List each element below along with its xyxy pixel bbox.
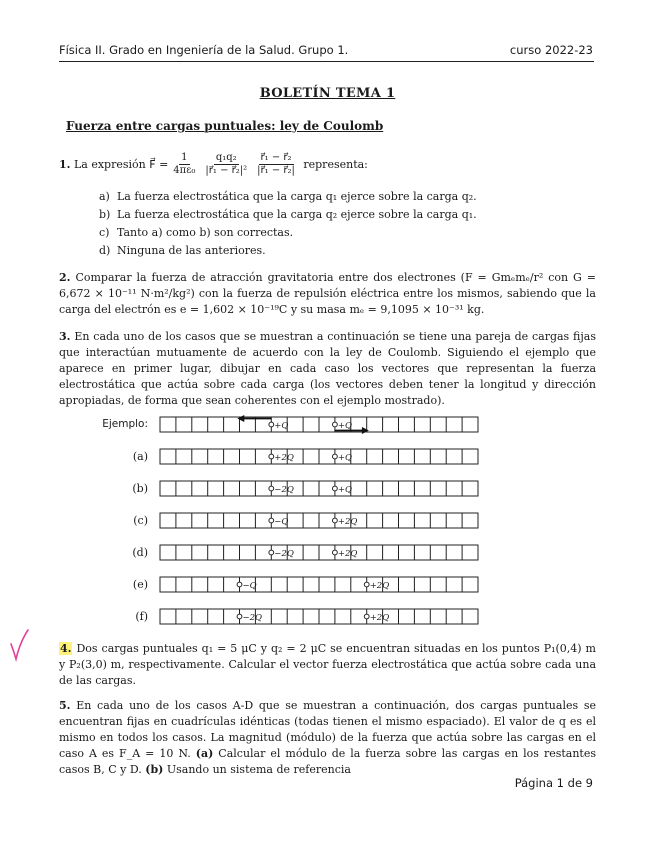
header-course-info: Física II. Grado en Ingeniería de la Salud. Grupo 1. [59,43,349,57]
page-number: Página 1 de 9 [514,776,593,790]
charge-first-label: −Q [274,516,289,527]
question-2-text: Comparar la fuerza de atracción gravitatoria entre dos electrones (F = Gmₑmₑ/r² con G = 6,672 × 10⁻¹¹ N·m²/kg²) con la fuerza de repulsión eléctrica entre los mismos, sabiendo que la carga del electrón es e = 1,602 × 10⁻¹⁹C y su masa mₑ = 9,1095 × 10⁻³¹ kg. [59,271,596,316]
question-1-intro: La expresión [73,157,146,171]
question-4-text: Dos cargas puntuales q₁ = 5 μC y q₂ = 2 μC se encuentran situadas en los puntos P₁(0,4) m y P₂(3,0) m, respectivamente. Calcular el vector fuerza electrostática que actúa sobre cada una de las cargas. [59,642,596,687]
question-5 [59,698,596,778]
charge-second-label: +Q [337,484,352,495]
fraction-1-numerator: 1 [181,152,188,163]
charge-first-label: −2Q [274,548,294,559]
option-c-text: Tanto a) como b) son correctas. [117,226,294,239]
question-2-number: 2. [59,271,71,284]
grid-row-label-f: (f) [135,610,148,623]
charge-first-marker [237,582,242,587]
fraction-3-numerator: r⃗₁ − r⃗₂ [260,152,292,163]
header-academic-year: curso 2022-23 [509,43,593,57]
charge-first-marker [269,454,274,459]
charge-first-label: −2Q [274,484,294,495]
formula-lhs: F⃗ = [149,157,169,171]
question-5-number: 5. [59,699,71,712]
force-arrow-right-head [362,427,369,434]
charge-second-label: +Q [337,452,352,463]
fraction-3-denominator: |r⃗₁ − r⃗₂| [257,165,295,176]
question-5-part-b-text: Usando un sistema de referencia [166,763,351,776]
charge-first-label: +Q [274,420,289,431]
charge-second-marker [364,614,369,619]
grid-row-label-b: (b) [132,482,148,495]
question-3-number: 3. [59,330,71,343]
option-d-label: d) [99,244,111,257]
question-4-number: 4. [60,642,72,655]
force-arrow-left-head [237,415,244,422]
charge-first-label: −2Q [242,612,262,623]
charge-second-label: +2Q [337,548,358,559]
page-title: BOLETÍN TEMA 1 [259,86,396,101]
fraction-2-denominator: |r⃗₁ − r⃗₂|² [205,165,248,176]
charge-second-marker [333,486,338,491]
question-4 [59,641,596,689]
charge-first-marker [269,486,274,491]
question-5-text: En cada uno de los casos A-D que se muestran a continuación, dos cargas puntuales se encuentran fijas en cuadrículas idénticas (todas tienen el mismo espaciado). El valor de q es el mismo en todos los casos. La magnitud (módulo) de la fuerza que actúa sobre las cargas en el caso A es F_A = 10 N. [59,699,596,760]
charge-first-label: −Q [242,580,257,591]
question-5-part-a-label: (a) [195,747,214,760]
grid-row-label-a: (a) [132,450,148,463]
charge-second-marker [333,550,338,555]
charge-second-marker [333,454,338,459]
question-5-part-b-label: (b) [145,763,164,776]
charge-second-label: +2Q [337,516,358,527]
charge-second-label: +2Q [369,612,390,623]
charge-first-marker [269,518,274,523]
grid-row-label-d: (d) [132,546,148,559]
question-1-outro: representa: [303,157,368,171]
charge-second-marker [364,582,369,587]
question-1-number: 1. [59,157,71,171]
grid-row-label-c: (c) [133,514,148,527]
charge-first-marker [269,422,274,427]
fraction-1-denominator: 4πε₀ [173,165,196,176]
option-b-label: b) [99,208,111,221]
option-d-text: Ninguna de las anteriores. [117,244,266,257]
question-5-part-a-text: Calcular el módulo de la fuerza sobre las cargas en los restantes casos B, C y D. [59,747,596,776]
charge-second-marker [333,518,338,523]
grid-row-label-e: (e) [132,578,148,591]
charge-first-marker [269,550,274,555]
section-title: Fuerza entre cargas puntuales: ley de Coulomb [66,119,384,133]
question-3-text: En cada uno de los casos que se muestran a continuación se tiene una pareja de cargas fijas que interactúan mutuamente de acuerdo con la ley de Coulomb. Siguiendo el ejemplo que aparece en primer lugar, dibujar en cada caso los vectores que representan la fuerza electrostática que actúa sobre cada carga (los vectores deben tener la longitud y dirección apropiadas, de forma que sean coherentes con el ejemplo mostrado). [59,330,596,407]
option-b-text: La fuerza electrostática que la carga q₂ ejerce sobre la carga q₁. [117,208,477,221]
grid-row-label-example: Ejemplo: [102,418,148,430]
charge-first-marker [237,614,242,619]
option-c-label: c) [99,226,110,239]
charge-second-label: +2Q [369,580,390,591]
charge-second-label: +Q [337,420,352,431]
charge-first-label: +2Q [274,452,294,463]
option-a-text: La fuerza electrostática que la carga q₁ ejerce sobre la carga q₂. [117,190,477,203]
charge-second-marker [333,422,338,427]
option-a-label: a) [99,190,110,203]
fraction-2-numerator: q₁q₂ [215,152,237,163]
checkmark-icon [8,628,30,662]
